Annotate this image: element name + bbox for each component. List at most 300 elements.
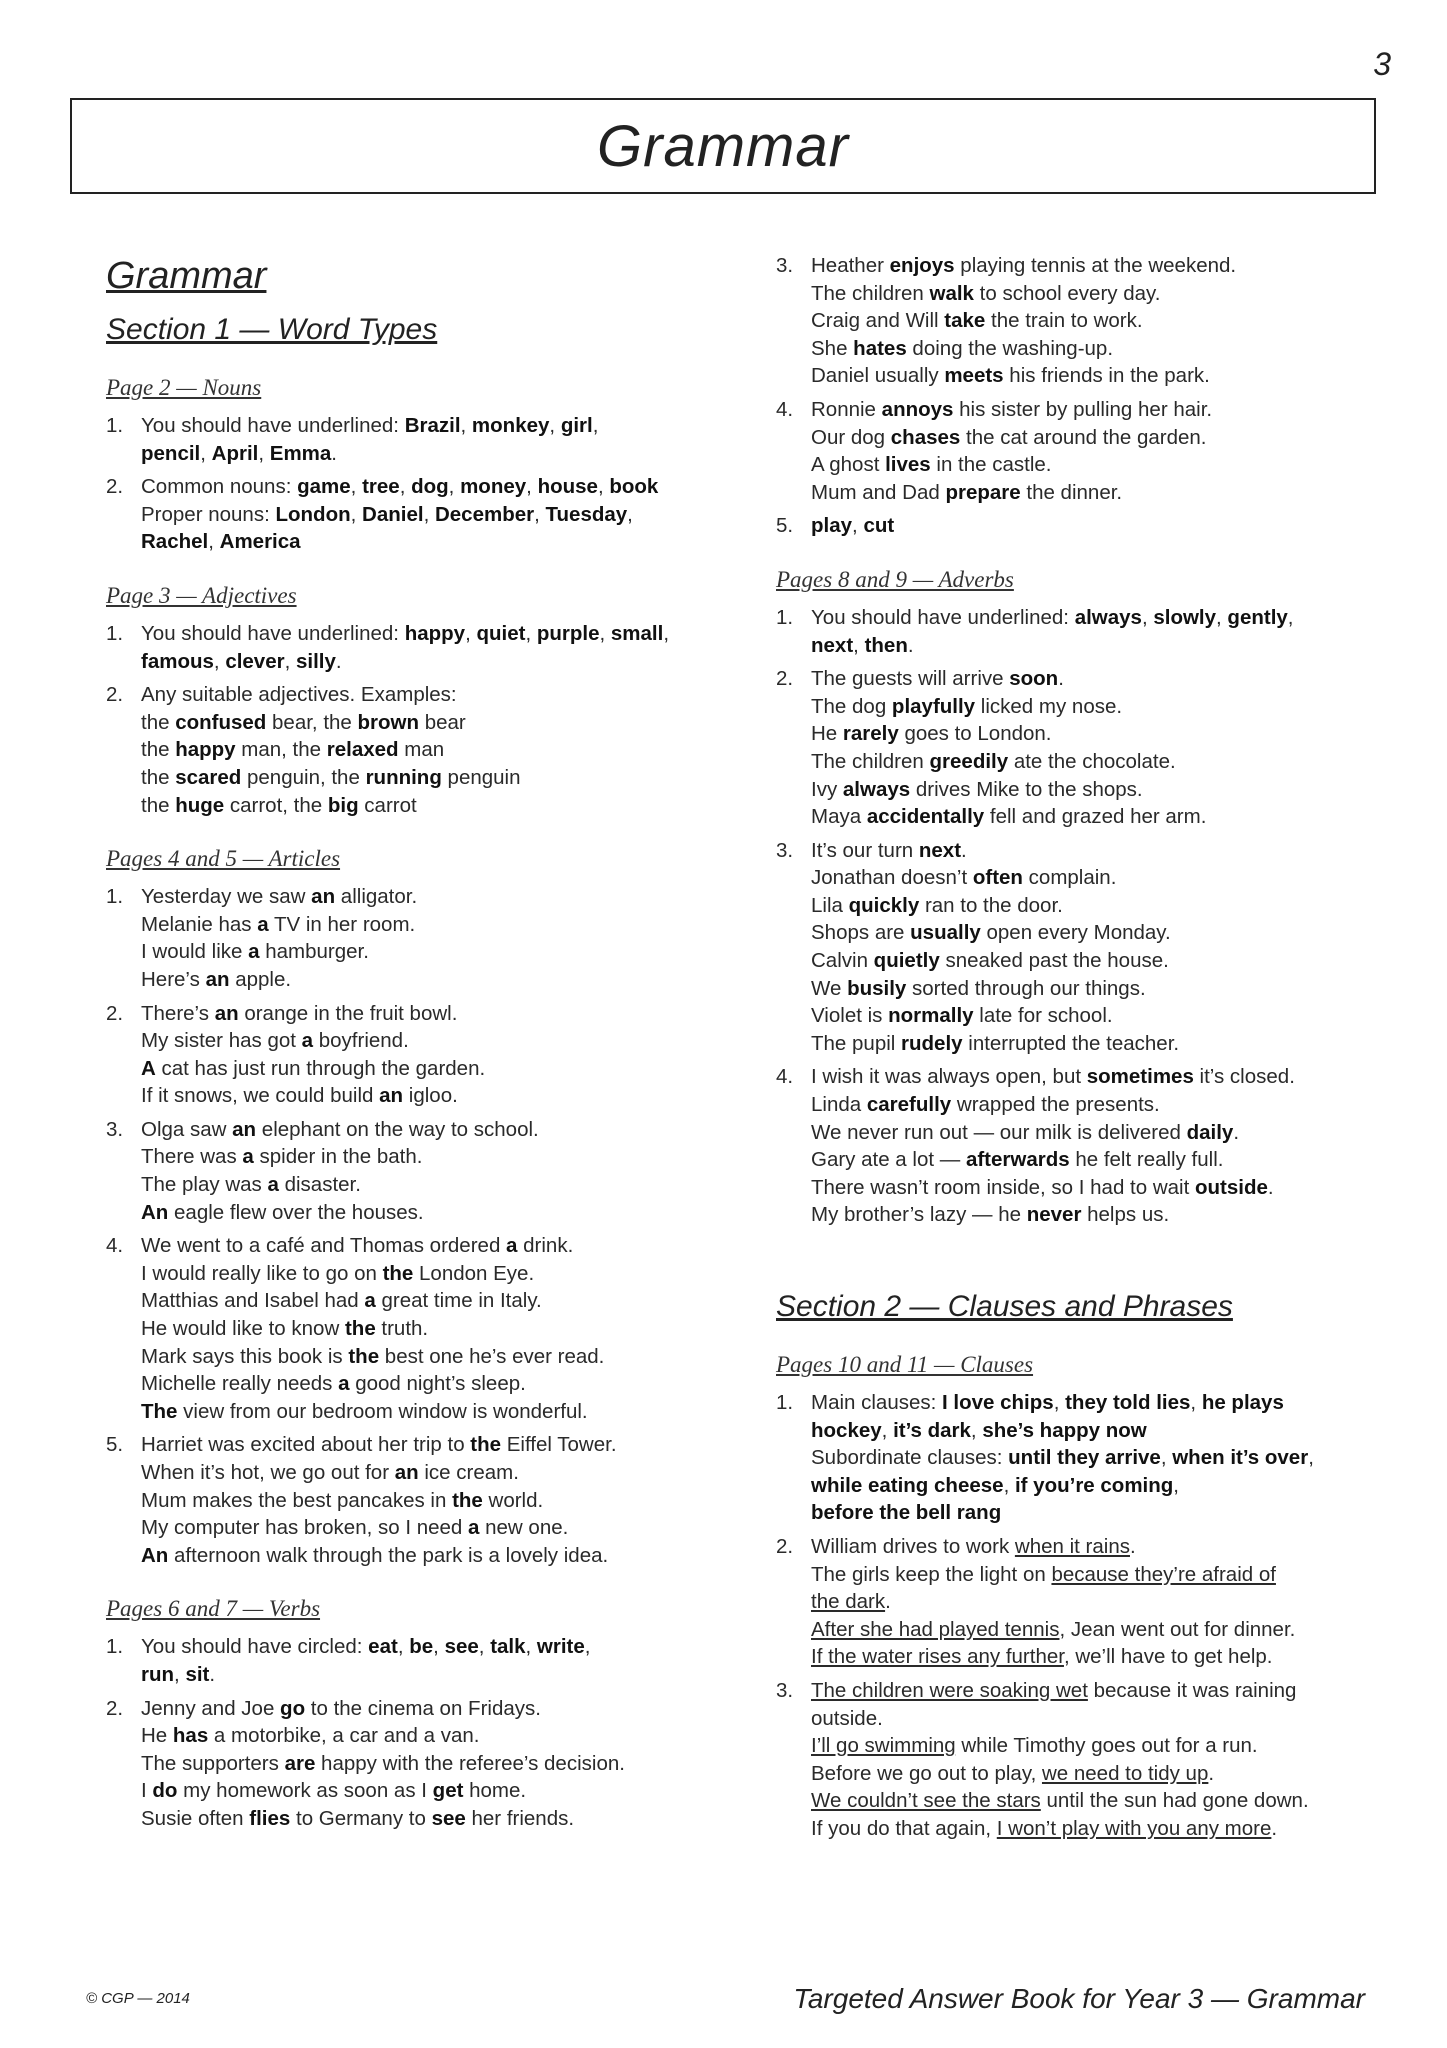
answer-keyword: America (219, 530, 301, 554)
answer-text: , (1053, 1391, 1066, 1414)
answer-line (141, 473, 716, 501)
answer-keyword: clever (225, 649, 285, 673)
answer-text: my homework as soon as I (177, 1779, 433, 1803)
answer-text: disaster. (278, 1173, 361, 1197)
answer-line (141, 1287, 716, 1315)
answer-text: . (1129, 1534, 1136, 1558)
answer-line (141, 1315, 716, 1343)
answer-keyword: cut (863, 514, 895, 538)
answer-text: Mark says this book is (141, 1344, 349, 1368)
answer-text: Common nouns: (141, 475, 298, 499)
answer-text: My computer has broken, so I need (141, 1516, 469, 1540)
answer-line (141, 1695, 716, 1723)
answer-text: , (1287, 605, 1294, 629)
answer-text: drink. (517, 1234, 574, 1258)
answer-line (141, 1633, 716, 1661)
answer-text: London Eye. (413, 1261, 535, 1285)
answer-keyword: enjoys (889, 254, 955, 277)
answer-text: I (141, 1779, 153, 1803)
answer-keyword: An (141, 1200, 169, 1224)
answer-text: . (907, 633, 914, 657)
answer-text: sorted through our things. (906, 976, 1146, 1000)
answer-line (141, 1514, 716, 1542)
answer-text: licked my nose. (975, 694, 1123, 718)
answer-text: The dog (811, 694, 892, 718)
answer-text: bear, the (266, 710, 358, 734)
answer-keyword: April (211, 441, 259, 465)
section-1-title: Section 1 — Word Types (106, 313, 438, 346)
answer-line (811, 693, 1386, 721)
answer-text: I wish it was always open, but (811, 1065, 1087, 1089)
answer-keyword: a (301, 1029, 314, 1053)
answer-keyword: lives (885, 453, 931, 477)
answer-text: Melanie has (141, 912, 258, 936)
answer-text: , (448, 475, 461, 499)
answer-keyword: tree (362, 475, 400, 499)
answer-line (811, 479, 1386, 507)
answer-text: carrot (358, 793, 417, 817)
answer-line (141, 883, 716, 911)
answer-text: Calvin (811, 949, 874, 973)
answer-line (141, 1542, 716, 1570)
answer-list (106, 412, 716, 556)
answer-keyword: busily (847, 976, 907, 1000)
answer-line (811, 1146, 1386, 1174)
answer-line (811, 776, 1386, 804)
answer-text: , we’ll have to get help. (1063, 1645, 1273, 1669)
answer-keyword: annoys (881, 397, 954, 421)
answer-text: to school every day. (973, 281, 1161, 305)
answer-text: ice cream. (418, 1461, 519, 1484)
answer-text: , (881, 1418, 894, 1442)
answer-keyword: are (284, 1751, 316, 1775)
answer-text: , (258, 441, 270, 465)
answer-keyword: the (382, 1261, 414, 1285)
answer-line (811, 864, 1386, 892)
answer-number: 2. (106, 1696, 124, 1720)
answer-item (106, 473, 716, 556)
answer-text: . (961, 838, 967, 862)
answer-text: man, the (235, 738, 327, 762)
answer-keyword: take (944, 309, 986, 333)
answer-item (106, 883, 716, 993)
answer-text: doing the washing-up. (906, 336, 1114, 360)
answer-keyword: scared (175, 765, 242, 789)
answer-text: alligator. (335, 885, 418, 909)
answer-text: penguin (441, 765, 521, 789)
answer-line (811, 1444, 1386, 1472)
answer-line (141, 681, 716, 709)
answer-number: 5. (106, 1433, 124, 1457)
answer-keyword: they told lies (1065, 1391, 1191, 1414)
answer-text: the (141, 765, 176, 789)
answer-line (811, 748, 1386, 776)
answer-keyword: meets (944, 364, 1004, 388)
answer-text: the (141, 793, 176, 817)
answer-text: Mum makes the best pancakes in (141, 1488, 453, 1512)
answer-text: We (811, 976, 848, 1000)
answer-keyword: London (275, 502, 351, 526)
answer-text: bear (419, 710, 466, 734)
answer-text: We went to a café and Thomas ordered (141, 1234, 507, 1258)
answer-text: , (526, 475, 538, 499)
answer-keyword: play (811, 514, 853, 538)
answer-keyword: the (452, 1488, 483, 1512)
answer-text: We never run out — our milk is delivered (811, 1120, 1187, 1144)
answer-text: She (811, 336, 854, 360)
answer-text: , (433, 1635, 445, 1659)
answer-number: 1. (776, 1391, 794, 1414)
answer-line (811, 1705, 1386, 1733)
answer-keyword: she’s happy now (982, 1418, 1147, 1442)
answer-keyword: slowly (1153, 605, 1217, 629)
answer-number: 1. (106, 621, 124, 645)
answer-line (141, 1000, 716, 1028)
answer-text: late for school. (973, 1004, 1113, 1028)
answer-line (811, 1472, 1386, 1500)
answer-keyword: pencil (141, 441, 201, 465)
answer-text: He (811, 722, 843, 746)
answer-keyword: a (506, 1234, 518, 1258)
answer-keyword: next (918, 838, 962, 862)
answer-text: Before we go out to play, (811, 1761, 1042, 1785)
answer-text: igloo. (403, 1084, 458, 1108)
answer-text: the (141, 738, 176, 762)
answer-item (776, 1533, 1386, 1671)
answer-text: orange in the fruit bowl. (238, 1001, 458, 1025)
answer-text: happy with the referee’s decision. (315, 1751, 625, 1775)
book-title: Targeted Answer Book for Year 3 — Grammar (793, 1983, 1365, 2014)
answer-line (811, 1499, 1386, 1527)
answer-keyword: relaxed (326, 738, 399, 762)
answer-item (776, 252, 1386, 390)
answer-text: Susie often (141, 1806, 250, 1830)
answer-keyword: a (364, 1289, 376, 1313)
answer-keyword: small (610, 621, 664, 645)
answer-keyword: run (141, 1662, 175, 1686)
answer-text: playing tennis at the weekend. (954, 254, 1237, 277)
answer-keyword: sit (185, 1662, 210, 1686)
answer-line (811, 1643, 1386, 1671)
answer-line (141, 911, 716, 939)
answer-text: , (597, 475, 610, 499)
answer-text: Main clauses: (811, 1391, 943, 1414)
answer-text: , (525, 1635, 537, 1659)
answer-keyword: chases (890, 425, 961, 449)
answer-text: Olga saw (141, 1117, 233, 1141)
answer-text: . (1271, 1816, 1278, 1840)
answer-text: It’s our turn (811, 838, 919, 862)
answer-number: 1. (106, 414, 124, 437)
answer-text: it’s closed. (1193, 1065, 1295, 1089)
answer-text: William drives to work (811, 1534, 1015, 1558)
answer-line (141, 440, 716, 468)
answer-line (141, 764, 716, 792)
copyright: © CGP — 2014 (86, 1990, 190, 2007)
answer-item (776, 604, 1386, 659)
answer-text: He (141, 1724, 173, 1748)
answer-number: 3. (776, 838, 794, 862)
answer-text: the dinner. (1020, 480, 1123, 504)
answer-text: to the cinema on Fridays. (305, 1696, 541, 1720)
answer-line (141, 1661, 716, 1689)
page-number: 3 (1373, 46, 1391, 82)
answer-keyword: a (242, 1145, 254, 1169)
answer-text: , (1160, 1446, 1173, 1470)
answer-list (106, 1633, 716, 1832)
answer-keyword: greedily (929, 749, 1009, 773)
answer-text: new one. (479, 1516, 569, 1540)
answer-keyword: walk (929, 281, 974, 305)
answer-line (141, 1487, 716, 1515)
answer-text: , (549, 414, 561, 437)
answer-item (106, 1000, 716, 1110)
answer-keyword: quietly (873, 949, 940, 973)
answer-text: The pupil (811, 1031, 902, 1055)
answer-keyword: hates (853, 336, 907, 360)
answer-text: man (398, 738, 445, 762)
answer-keyword: girl (560, 414, 593, 437)
answer-keyword: game (297, 475, 351, 499)
answer-keyword: always (1074, 605, 1142, 629)
answer-text: , (208, 530, 220, 554)
answer-keyword: happy (404, 621, 466, 645)
answer-keyword: normally (888, 1004, 974, 1028)
answer-keyword: dog (411, 475, 449, 499)
answer-text: Our dog (811, 425, 891, 449)
answer-keyword: has (172, 1724, 209, 1748)
answer-keyword: rarely (842, 722, 899, 746)
answer-text: , (1141, 605, 1154, 629)
answer-item (776, 1677, 1386, 1843)
underlined-clause: we need to tidy up (1041, 1761, 1209, 1785)
answer-text: . (331, 441, 337, 465)
answer-keyword: the (470, 1433, 502, 1457)
answer-number: 3. (776, 1678, 794, 1702)
answer-line (811, 1119, 1386, 1147)
answer-text: , (592, 414, 599, 437)
answer-keyword: always (842, 777, 911, 801)
answer-text: complain. (1022, 866, 1117, 890)
answer-keyword: monkey (471, 414, 550, 437)
answer-text: Michelle really needs (141, 1372, 339, 1396)
answer-text: Jonathan doesn’t (811, 866, 973, 890)
answer-line (811, 1561, 1386, 1589)
answer-text: The children (811, 749, 930, 773)
answer-text: , (599, 621, 611, 645)
answer-text: his sister by pulling her hair. (953, 397, 1213, 421)
answer-text: ate the chocolate. (1008, 749, 1176, 773)
answer-keyword: an (205, 967, 230, 991)
answer-item (106, 681, 716, 819)
answer-line (811, 1063, 1386, 1091)
answer-text: hamburger. (259, 940, 369, 964)
answer-keyword: house (537, 475, 598, 499)
answer-text: My sister has got (141, 1029, 302, 1053)
answer-text: , (200, 441, 212, 465)
answer-text: because it was raining (1087, 1678, 1297, 1702)
answer-number: 3. (776, 254, 794, 277)
answer-text: his friends in the park. (1003, 364, 1210, 388)
answer-text: Shops are (811, 921, 911, 945)
answer-text: , (1003, 1473, 1015, 1497)
answer-line (141, 709, 716, 737)
answer-number: 4. (776, 1065, 794, 1089)
answer-text: Eiffel Tower. (501, 1433, 617, 1457)
answer-keyword: accidentally (866, 805, 985, 829)
section-2-title: Section 2 — Clauses and Phrases (776, 1290, 1233, 1323)
answer-line (811, 1002, 1386, 1030)
underlined-clause: I won’t play with you any more (996, 1816, 1272, 1840)
answer-number: 3. (106, 1117, 124, 1141)
answer-keyword: An (141, 1543, 169, 1567)
answer-line (811, 1815, 1386, 1843)
answer-keyword: quiet (476, 621, 526, 645)
answer-text: while Timothy goes out for a run. (955, 1734, 1258, 1758)
answer-line (811, 307, 1386, 335)
answer-text: You should have circled: (141, 1635, 369, 1659)
answer-item (776, 396, 1386, 506)
answer-line (811, 1588, 1386, 1616)
answer-keyword: brown (357, 710, 420, 734)
answer-text: good night’s sleep. (349, 1372, 526, 1396)
answer-item (776, 837, 1386, 1058)
answer-line (811, 451, 1386, 479)
answer-text: Craig and Will (811, 309, 945, 333)
answer-text: Linda (811, 1093, 867, 1117)
answer-line (811, 1201, 1386, 1229)
answer-text: When it’s hot, we go out for (141, 1461, 395, 1484)
answer-keyword: a (267, 1173, 279, 1197)
answer-item (106, 1116, 716, 1226)
answer-keyword: daily (1186, 1120, 1234, 1144)
answer-text: to Germany to (290, 1806, 432, 1830)
answer-line (811, 803, 1386, 831)
answer-text: , (350, 475, 363, 499)
answer-text: If it snows, we could build (141, 1084, 380, 1108)
answer-keyword: if you’re coming (1014, 1473, 1174, 1497)
answer-item (776, 1389, 1386, 1527)
answer-line (141, 528, 716, 556)
answer-text: Mum and Dad (811, 480, 946, 504)
answer-line (141, 736, 716, 764)
answer-line (141, 1722, 716, 1750)
underlined-clause: because they’re afraid of (1051, 1562, 1276, 1586)
answer-line (141, 648, 716, 676)
answer-text: . (1058, 667, 1064, 691)
answer-text: , (970, 1418, 983, 1442)
answer-line (141, 1055, 716, 1083)
answer-text: , (350, 502, 363, 526)
grammar-heading: Grammar (106, 255, 267, 297)
answer-line (811, 1389, 1386, 1417)
answer-line (141, 1777, 716, 1805)
answer-keyword: often (972, 866, 1023, 890)
answer-line (141, 1199, 716, 1227)
answer-keyword: until they arrive (1008, 1446, 1161, 1470)
answer-text: . (1267, 1175, 1274, 1199)
answer-keyword: I love chips (942, 1391, 1054, 1414)
answer-number: 1. (106, 1635, 124, 1659)
answer-text: , (397, 1635, 410, 1659)
answer-line (141, 1398, 716, 1426)
answer-text: The guests will arrive (811, 667, 1010, 691)
answer-text: truth. (375, 1317, 429, 1341)
answer-keyword: book (609, 475, 659, 499)
answer-item (776, 665, 1386, 831)
answer-text: TV in her room. (268, 912, 416, 936)
answer-keyword: he plays (1201, 1391, 1284, 1414)
answer-number: 2. (106, 475, 124, 499)
answer-item (106, 412, 716, 467)
answer-line (811, 892, 1386, 920)
answer-line (811, 1091, 1386, 1119)
answer-text: Yesterday we saw (141, 885, 312, 909)
answer-text: afternoon walk through the park is a lovely idea. (168, 1543, 609, 1567)
answer-line (811, 335, 1386, 363)
answer-text: , (1173, 1473, 1179, 1497)
answer-line (811, 424, 1386, 452)
answer-item (776, 512, 1386, 540)
answer-text: , (853, 633, 865, 657)
answer-keyword: December (434, 502, 535, 526)
answer-line (141, 938, 716, 966)
answer-text: eagle flew over the houses. (168, 1200, 424, 1224)
answer-text: , (627, 502, 633, 526)
answer-text: , (460, 414, 472, 437)
answer-keyword: eat (368, 1635, 398, 1659)
answer-text: cat has just run through the garden. (155, 1056, 486, 1080)
answer-text: . (209, 1662, 216, 1686)
answer-keyword: a (257, 912, 269, 936)
answer-line (141, 792, 716, 820)
answer-text: Subordinate clauses: (811, 1446, 1009, 1470)
verbs-continued-list (776, 252, 1386, 540)
answer-keyword: quickly (848, 893, 920, 917)
answer-line (141, 1143, 716, 1171)
answer-text: If you do that again, (811, 1816, 997, 1840)
answer-line (811, 1732, 1386, 1760)
answer-keyword: Tuesday (545, 502, 628, 526)
answer-line (141, 966, 716, 994)
answer-text: The children (811, 281, 930, 305)
answer-group-heading: Pages 4 and 5 — Articles (106, 846, 341, 872)
answer-keyword: rudely (901, 1031, 963, 1055)
answer-text: Heather (811, 254, 890, 277)
answer-keyword: an (394, 1461, 419, 1484)
answer-text: the cat around the garden. (960, 425, 1207, 449)
answer-keyword: see (444, 1635, 479, 1659)
answer-text: Jenny and Joe (141, 1696, 281, 1720)
answer-item (106, 1633, 716, 1688)
clauses-list (776, 1389, 1386, 1843)
answer-line (811, 280, 1386, 308)
answer-text: fell and grazed her arm. (984, 805, 1207, 829)
answer-line (811, 837, 1386, 865)
answer-keyword: Brazil (404, 414, 461, 437)
answer-text: apple. (229, 967, 292, 991)
answer-line (141, 1431, 716, 1459)
answer-text: You should have underlined: (811, 605, 1075, 629)
answer-keyword: do (152, 1779, 178, 1803)
answer-line (141, 1750, 716, 1778)
answer-text: The girls keep the light on (811, 1562, 1052, 1586)
right-column (776, 252, 1386, 1849)
answer-keyword: silly (296, 649, 336, 673)
answer-keyword: a (338, 1372, 350, 1396)
answer-keyword: playfully (891, 694, 976, 718)
answer-text: ran to the door. (919, 893, 1063, 917)
